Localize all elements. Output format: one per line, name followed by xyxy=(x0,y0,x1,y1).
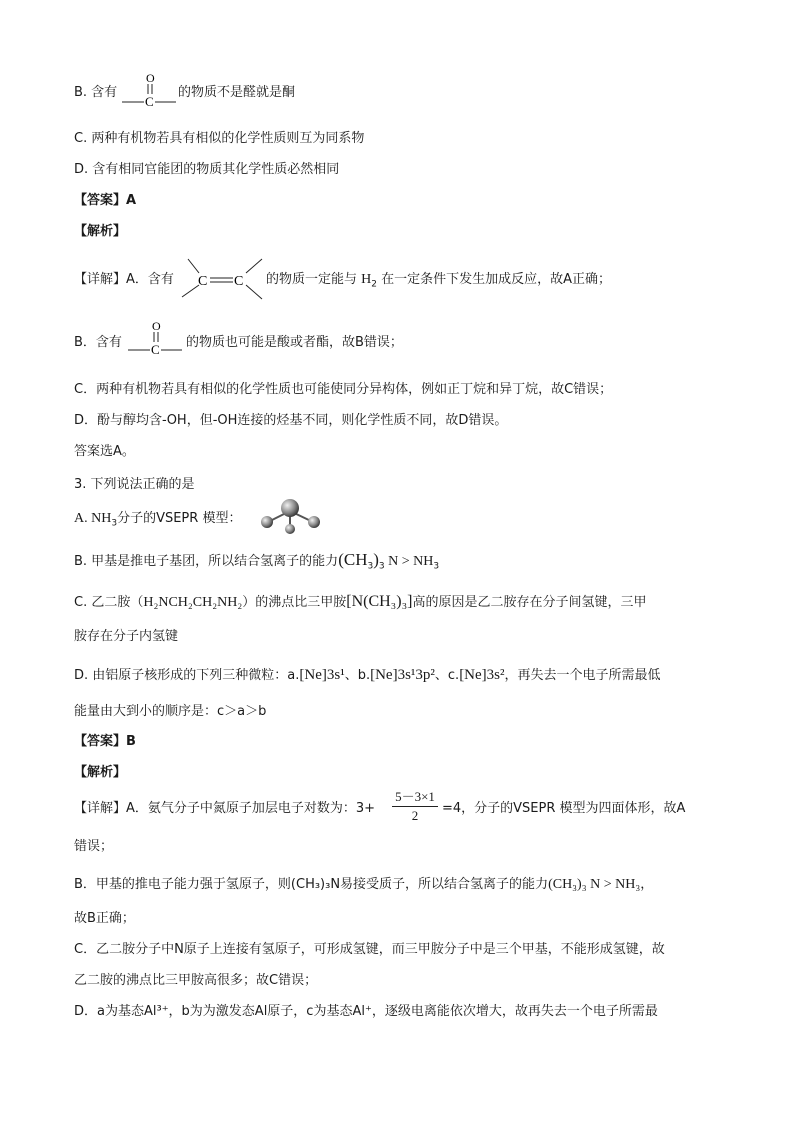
q2-answer: 【答案】A xyxy=(74,193,137,208)
q3-detail-a-prefix: 【详解】A．氨气分子中氮原子加层电子对数为：3+ xyxy=(74,801,376,816)
ethylenediamine-formula: H₂NCH₂CH₂NH₂ xyxy=(143,595,243,610)
fraction-numerator: 5－3×1 xyxy=(395,789,435,804)
q3-option-c-suffix: 高的原因是乙二胺存在分子间氢键，三甲 xyxy=(412,595,647,610)
q3-detail-c-line2: 乙二胺的沸点比三甲胺高很多；故C错误； xyxy=(74,973,318,988)
q2-detail-a-rest xyxy=(266,272,611,293)
q2-option-b xyxy=(74,85,117,101)
fraction xyxy=(390,789,440,824)
trimethylamine-formula: [N(CH₃)₃] xyxy=(346,593,413,610)
q2-detail-a-prefix: 【详解】A．含有 xyxy=(74,272,174,287)
q2-detail-a-mid2: 在一定条件下发生加成反应，故A正确； xyxy=(381,272,612,287)
q3-option-c-line2: 胺存在分子内氢键 xyxy=(74,629,179,644)
config-c: [Ne]3s² xyxy=(459,667,505,683)
q3-option-b xyxy=(74,552,439,575)
q3-detail-b-prefix: B．甲基的推电子能力强于氢原子，则(CH₃)₃N易接受质子，所以结合氢离子的能力 xyxy=(74,877,549,892)
q3-option-b-prefix: B. 甲基是推电子基团，所以结合氢离子的能力 xyxy=(74,554,339,569)
alkene-structure xyxy=(180,255,268,305)
q3-detail-b-formula: (CH₃)₃ N > NH₃ xyxy=(548,877,641,892)
q3-option-d-prefix: D. 由铝原子核形成的下列三种微粒：a. xyxy=(74,668,300,683)
ch3-formula-open: (CH xyxy=(338,550,368,569)
q2-detail-a-mid1: 的物质一定能与 xyxy=(266,272,358,287)
q3-analysis-heading: 【解析】 xyxy=(74,765,127,780)
carbonyl-structure-1 xyxy=(122,70,182,110)
q3-option-a-suffix: 分子的VSEPR 模型： xyxy=(117,511,242,526)
ch3-count-subscript: 3 xyxy=(378,561,385,572)
q3-detail-c-line1: C．乙二胺分子中N原子上连接有氢原子，可形成氢键，而三甲胺分子中是三个甲基，不能形成氢键，故 xyxy=(74,942,665,957)
carbonyl2-o-label: O xyxy=(152,319,161,333)
q2-detail-b-suffix: 的物质也可能是酸或者酯，故B错误； xyxy=(186,335,403,350)
ch3-subscript: 3 xyxy=(367,561,374,572)
q2-option-b-suffix: 的物质不是醛就是酮 xyxy=(178,85,296,100)
q3-stem: 3. 下列说法正确的是 xyxy=(74,477,195,492)
config-b-label: 、b. xyxy=(344,668,371,683)
q2-detail-c: C．两种有机物若具有相似的化学性质也可能使同分异构体，例如正丁烷和异丁烷，故C错误； xyxy=(74,382,613,397)
fraction-denominator: 2 xyxy=(411,808,419,823)
carbonyl-c-label: C xyxy=(145,94,154,109)
q2-option-b-prefix: B. 含有 xyxy=(74,85,118,100)
ch3-formula-close: ) xyxy=(373,550,379,569)
carbonyl2-c-label: C xyxy=(151,342,160,357)
h2-subscript: 2 xyxy=(371,279,378,290)
alkene-c-left: C xyxy=(198,274,208,289)
q3-option-a xyxy=(74,511,241,532)
q3-detail-b-line2: 故B正确； xyxy=(74,911,135,926)
q2-option-d: D. 含有相同官能团的物质其化学性质必然相同 xyxy=(74,162,340,177)
q3-option-c-mid: ）的沸点比三甲胺 xyxy=(242,595,347,610)
nh3-compare-subscript: 3 xyxy=(433,561,440,572)
q3-detail-a-line2: 错误； xyxy=(74,839,114,854)
q3-option-d-line2: 能量由大到小的顺序是：c＞a＞b xyxy=(74,704,267,719)
config-b: [Ne]3s¹3p² xyxy=(370,667,435,683)
carbonyl-o-label: O xyxy=(146,71,155,85)
nh3-formula: A. NH xyxy=(74,511,112,526)
config-c-label: 、c. xyxy=(434,668,460,683)
q3-option-c-prefix: C. 乙二胺（ xyxy=(74,595,144,610)
config-a: [Ne]3s¹ xyxy=(299,667,345,683)
q2-analysis-heading: 【解析】 xyxy=(74,224,127,239)
carbonyl-structure-2 xyxy=(128,318,188,358)
h2-formula: H xyxy=(361,272,372,287)
q3-answer: 【答案】B xyxy=(74,734,136,749)
q3-detail-b-line1 xyxy=(74,877,653,893)
q2-option-c: C. 两种有机物若具有相似的化学性质则互为同系物 xyxy=(74,131,365,146)
q3-detail-a-suffix: =4，分子的VSEPR 模型为四面体形，故A xyxy=(442,801,686,816)
q3-option-d-line1 xyxy=(74,667,661,684)
nh3-compare: N > NH xyxy=(384,554,434,569)
q3-detail-b-end: ， xyxy=(640,877,654,892)
alkene-c-right: C xyxy=(234,274,244,289)
q3-detail-d-line1: D．a为基态Al³⁺，b为为激发态Al原子，c为基态Al⁺，逐级电离能依次增大，故再失去一个电子所需最 xyxy=(74,1004,658,1019)
q2-detail-b-prefix: B．含有 xyxy=(74,335,122,350)
q3-option-c-line1 xyxy=(74,594,647,611)
q2-detail-d: D．酚与醇均含-OH，但-OH连接的烃基不同，则化学性质不同，故D错误。 xyxy=(74,413,508,428)
q3-option-d-suffix: ，再失去一个电子所需最低 xyxy=(504,668,661,683)
nh3-subscript: 3 xyxy=(111,518,118,529)
q2-final: 答案选A。 xyxy=(74,444,135,459)
vsepr-model-image xyxy=(256,498,326,538)
